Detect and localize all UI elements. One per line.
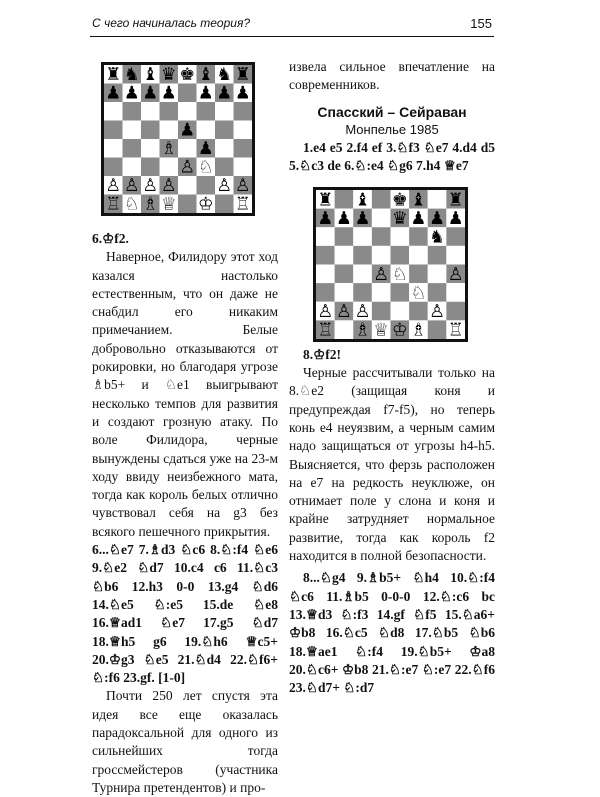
chess-piece-icon: ♙ — [317, 302, 334, 323]
paragraph: Черные рассчитывали только на 8.♘e2 (защищая коня и предупреждая f7-f5), но теперь конь e4 неуязвим, а черным самим надо защищаться от угрозы h4-h5. Выясняется, что ферзь расположен на e7 на редкость неуклюже, он отнимает поле у слона и коня и крайне затрудняет нормальное развитие, тогда как король f2 находится в полной безопасности. — [289, 365, 495, 564]
board-square — [178, 195, 197, 214]
running-title: С чего начиналась теория? — [92, 16, 251, 30]
board-square — [141, 158, 160, 177]
board-square — [123, 102, 142, 121]
chess-piece-icon: ♗ — [354, 320, 371, 339]
chess-piece-icon: ♙ — [354, 302, 371, 323]
board-square — [215, 139, 234, 158]
chess-piece-icon: ♟ — [123, 83, 140, 104]
board-svg — [104, 65, 252, 213]
chess-piece-icon: ♟ — [197, 83, 214, 104]
left-column — [92, 230, 278, 797]
chess-piece-icon: ♟ — [160, 83, 177, 104]
move-heading: 8.♔f2! — [303, 346, 341, 362]
page-number: 155 — [470, 16, 492, 31]
chess-piece-icon: ♘ — [410, 283, 427, 304]
chess-piece-icon: ♟ — [354, 208, 371, 229]
chess-piece-icon: ♙ — [447, 264, 464, 285]
chess-piece-icon: ♔ — [391, 320, 408, 339]
move-heading: 6.♔f2. — [92, 231, 129, 246]
move-list: 8...♘g4 9.♗b5+ ♘h4 10.♘:f4 ♘c6 11.♗b5 0-0-0 12.♘:c6 bc 13.♕d3 ♘:f3 14.gf ♘f5 15.♘a6+ ♔b8 16.♘c5 ♘d8 17.♘b5 ♘b6 18.♕ae1 ♘:f4 19.♘b5+ ♔a8 20.♘c6+ ♔b8 21.♘:e7 ♘:e7 22.♘f6 23.♘d7+ ♘:d7 — [289, 570, 495, 696]
game-title: Спасский – Сейраван — [317, 103, 467, 120]
move-list: 1.e4 e5 2.f4 ef 3.♘f3 ♘e7 4.d4 d5 5.♘c3 de 6.♘:e4 ♘g6 7.h4 ♕e7 — [289, 140, 495, 174]
chess-piece-icon: ♟ — [179, 120, 196, 141]
board-square — [123, 139, 142, 158]
chess-piece-icon: ♜ — [105, 65, 122, 86]
header-rule — [90, 36, 494, 37]
paragraph-continued: извела сильное впечатление на современников. — [289, 59, 495, 93]
board-square — [178, 139, 197, 158]
chess-piece-icon: ♙ — [123, 176, 140, 197]
chess-piece-icon: ♔ — [197, 194, 214, 213]
board-square — [178, 102, 197, 121]
chess-piece-icon: ♙ — [179, 157, 196, 178]
paragraph: Наверное, Филидору этот ход казался настолько естественным, что он даже не снабдил его никаким примечанием. Белые добровольно отказываются от рокировки, но благодаря угрозе ♗b5+ и ♘e1 выигрывают несколько темпов для развития и создают грозную атаку. По воле Филидора, черные вынуждены сдаться уже на 23-м ходу ввиду неизбежного мата, тогда как король белых отлично чувствовал себя на g3 без всякого пешечного прикрытия. — [92, 249, 278, 539]
board-square — [123, 121, 142, 140]
board-square — [178, 176, 197, 195]
game-place: Монпелье 1985 — [345, 121, 439, 137]
chess-piece-icon: ♜ — [447, 190, 464, 211]
board-square — [104, 102, 123, 121]
paragraph: Почти 250 лет спустя эта идея все еще оказалась парадоксальной для одного из сильнейших тогда гроссмейстеров (участника Турнира претендентов) и про- — [92, 688, 278, 795]
chess-piece-icon: ♚ — [179, 65, 196, 86]
chess-piece-icon: ♖ — [317, 320, 334, 339]
chess-piece-icon: ♗ — [160, 139, 177, 160]
chess-piece-icon: ♘ — [391, 264, 408, 285]
chess-piece-icon: ♗ — [410, 320, 427, 339]
board-square — [215, 158, 234, 177]
board-square — [215, 102, 234, 121]
chess-piece-icon: ♙ — [336, 302, 352, 323]
diagram-spacer — [289, 176, 495, 346]
board-square — [234, 102, 253, 121]
chess-piece-icon: ♝ — [410, 190, 427, 211]
chess-piece-icon: ♙ — [216, 176, 233, 197]
chess-piece-icon: ♝ — [197, 65, 214, 86]
chess-piece-icon: ♕ — [160, 194, 177, 213]
chess-piece-icon: ♞ — [216, 65, 233, 86]
chess-piece-icon: ♟ — [197, 139, 214, 160]
chess-piece-icon: ♟ — [216, 83, 233, 104]
board-square — [141, 139, 160, 158]
move-list: 6...♘e7 7.♗d3 ♘c6 8.♘:f4 ♘e6 9.♘e2 ♘d7 10.c4 c6 11.♘c3 ♘b6 12.h3 0-0 13.g4 ♘d6 14.♘e5 ♘:e5 15.de ♘e8 16.♕ad1 ♘e7 17.g5 ♘d7 18.♕h5 g6 19.♘h6 ♕c5+ 20.♔g3 ♘e5 21.♘d4 22.♘f6+ ♘:f6 23.gf. [1-0] — [92, 542, 278, 686]
chess-piece-icon: ♟ — [447, 208, 464, 229]
board-square — [197, 176, 216, 195]
chess-piece-icon: ♙ — [429, 302, 445, 323]
board-square — [104, 139, 123, 158]
board-square — [197, 121, 216, 140]
board-square — [160, 102, 179, 121]
board-square — [104, 121, 123, 140]
chess-piece-icon: ♙ — [373, 264, 390, 285]
chess-piece-icon: ♖ — [447, 320, 464, 339]
chess-piece-icon: ♛ — [391, 208, 408, 229]
chess-piece-icon: ♟ — [336, 208, 352, 229]
chess-piece-icon: ♚ — [391, 190, 408, 211]
chess-piece-icon: ♞ — [429, 227, 445, 248]
chess-piece-icon: ♜ — [317, 190, 334, 211]
page-header — [92, 16, 492, 36]
chess-piece-icon: ♝ — [142, 65, 159, 86]
chess-piece-icon: ♘ — [197, 157, 214, 178]
chess-diagram-1 — [101, 62, 255, 216]
board-square — [141, 121, 160, 140]
chess-piece-icon: ♙ — [142, 176, 159, 197]
board-square — [197, 102, 216, 121]
chess-piece-icon: ♙ — [234, 176, 251, 197]
chess-piece-icon: ♗ — [142, 194, 159, 213]
chess-piece-icon: ♟ — [234, 83, 251, 104]
board-square — [141, 102, 160, 121]
chess-piece-icon: ♟ — [410, 208, 427, 229]
chess-piece-icon: ♙ — [105, 176, 122, 197]
chess-piece-icon: ♝ — [354, 190, 371, 211]
board-square — [104, 158, 123, 177]
board-square — [160, 121, 179, 140]
chess-piece-icon: ♕ — [373, 320, 390, 339]
chess-piece-icon: ♟ — [105, 83, 122, 104]
chess-piece-icon: ♟ — [317, 208, 334, 229]
board-square — [234, 121, 253, 140]
chess-piece-icon: ♛ — [160, 65, 177, 86]
right-column — [289, 58, 495, 697]
chess-piece-icon: ♖ — [234, 194, 251, 213]
board-square — [215, 195, 234, 214]
chess-piece-icon: ♘ — [123, 194, 140, 213]
board-square — [234, 158, 253, 177]
chess-piece-icon: ♟ — [142, 83, 159, 104]
board-square — [178, 84, 197, 103]
chess-piece-icon: ♙ — [160, 176, 177, 197]
chess-piece-icon: ♟ — [429, 208, 445, 229]
chess-piece-icon: ♞ — [123, 65, 140, 86]
board-square — [160, 158, 179, 177]
chess-piece-icon: ♜ — [234, 65, 251, 86]
board-square — [123, 158, 142, 177]
board-square — [215, 121, 234, 140]
board-square — [234, 139, 253, 158]
chess-piece-icon: ♖ — [105, 194, 122, 213]
